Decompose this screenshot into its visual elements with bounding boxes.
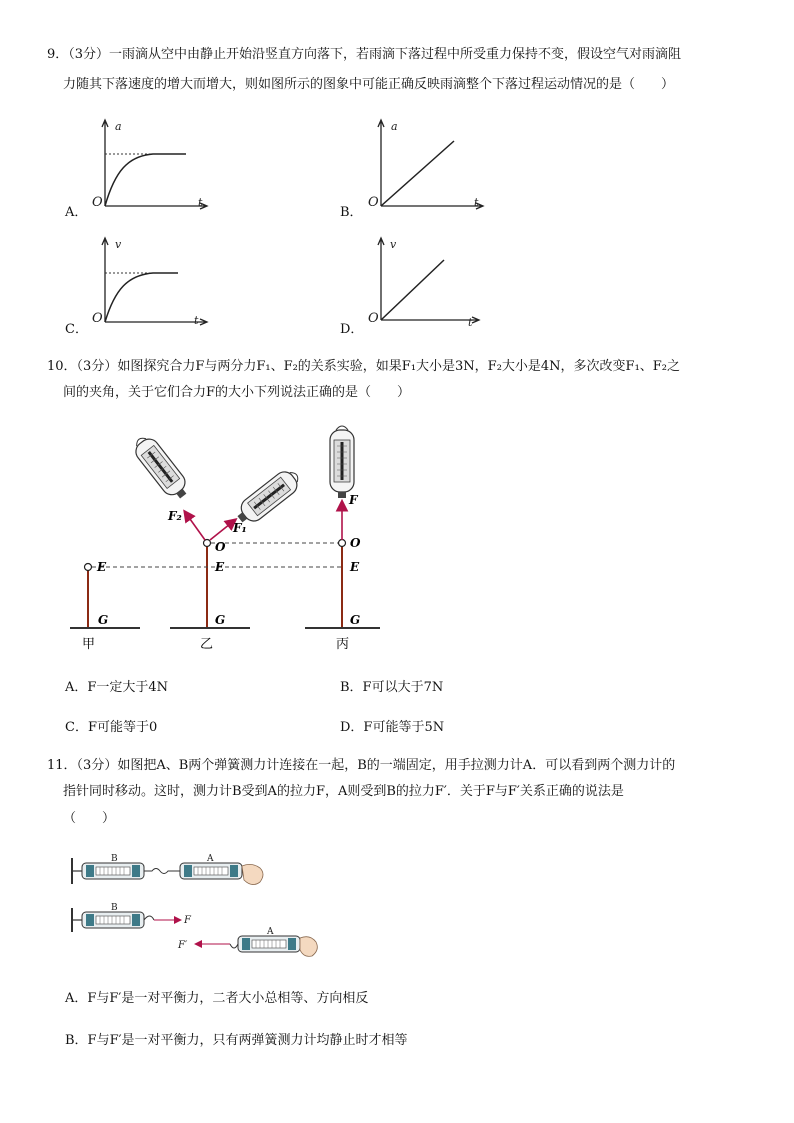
svg-text:t: t xyxy=(198,196,203,209)
svg-text:O: O xyxy=(92,195,103,210)
svg-text:O: O xyxy=(350,536,361,550)
q10-stem-line2: 间的夹角，关于它们合力F的大小下列说法正确的是（ ） xyxy=(63,385,411,400)
svg-text:O: O xyxy=(215,540,226,554)
svg-text:t: t xyxy=(468,316,473,329)
svg-text:t: t xyxy=(194,314,199,327)
svg-text:F′: F′ xyxy=(178,940,188,951)
svg-text:B: B xyxy=(111,903,118,913)
svg-text:a: a xyxy=(115,120,122,133)
svg-text:G: G xyxy=(350,613,361,627)
svg-text:G: G xyxy=(215,613,226,627)
svg-text:F₁: F₁ xyxy=(233,521,247,535)
q9-option-d-label: D． xyxy=(340,322,364,337)
q9-graph-d xyxy=(364,234,494,334)
q9-option-b-label: B． xyxy=(340,205,363,220)
svg-text:甲: 甲 xyxy=(82,637,96,652)
q11-option-a: A．F与F′是一对平衡力，二者大小总相等、方向相反 xyxy=(65,991,369,1006)
q10-option-d: D．F可能等于5N xyxy=(340,720,445,735)
svg-text:E: E xyxy=(350,560,360,574)
q11-stem-line1: 11．（3分）如图把A、B两个弹簧测力计连接在一起，B的一端固定，用手拉测力计A．可以看到两个测力计的 xyxy=(47,758,676,773)
svg-text:F₂: F₂ xyxy=(168,509,182,523)
q10-force-figure xyxy=(60,420,400,664)
q11-option-b: B．F与F′是一对平衡力，只有两弹簧测力计均静止时才相等 xyxy=(65,1033,408,1048)
svg-text:乙: 乙 xyxy=(200,637,214,652)
svg-text:E: E xyxy=(215,560,225,574)
q9-option-c-label: C． xyxy=(65,322,88,337)
svg-text:O: O xyxy=(92,311,103,326)
svg-text:丙: 丙 xyxy=(336,637,350,652)
q9-option-a-label: A． xyxy=(65,205,88,220)
svg-text:A: A xyxy=(267,927,274,937)
q10-stem-line1: 10．（3分）如图探究合力F与两分力F₁、F₂的关系实验，如果F₁大小是3N，F₂大小是4N，多次改变F₁、F₂之 xyxy=(47,359,681,374)
svg-text:E: E xyxy=(97,560,107,574)
svg-text:O: O xyxy=(368,195,379,210)
q10-option-b: B．F可以大于7N xyxy=(340,680,444,695)
q11-stem-line2: 指针同时移动。这时，测力计B受到A的拉力F，A则受到B的拉力F′．关于F与F′关系正确的说法是 xyxy=(63,784,624,799)
svg-text:a: a xyxy=(391,120,398,133)
q9-graph-c xyxy=(88,234,218,334)
svg-text:O: O xyxy=(368,311,379,326)
q9-stem-line1: 9．（3分）一雨滴从空中由静止开始沿竖直方向落下，若雨滴下落过程中所受重力保持不变，假设空气对雨滴阻 xyxy=(47,47,682,62)
svg-text:t: t xyxy=(474,196,479,209)
q11-stem-line3: （ ） xyxy=(63,811,116,826)
svg-text:F: F xyxy=(184,915,191,926)
q9-stem-line2: 力随其下落速度的增大而增大，则如图所示的图象中可能正确反映雨滴整个下落过程运动情况的是（ ） xyxy=(63,77,675,92)
q10-option-c: C．F可能等于0 xyxy=(65,720,158,735)
svg-text:F: F xyxy=(349,493,358,507)
svg-text:B: B xyxy=(111,854,118,864)
svg-text:v: v xyxy=(115,238,122,251)
q11-spring-scale-figure xyxy=(62,848,322,972)
q9-graph-b xyxy=(364,116,494,216)
svg-text:v: v xyxy=(390,238,397,251)
q9-graph-a xyxy=(88,116,218,216)
svg-text:A: A xyxy=(207,854,214,864)
svg-text:G: G xyxy=(98,613,109,627)
q10-option-a: A．F一定大于4N xyxy=(65,680,169,695)
